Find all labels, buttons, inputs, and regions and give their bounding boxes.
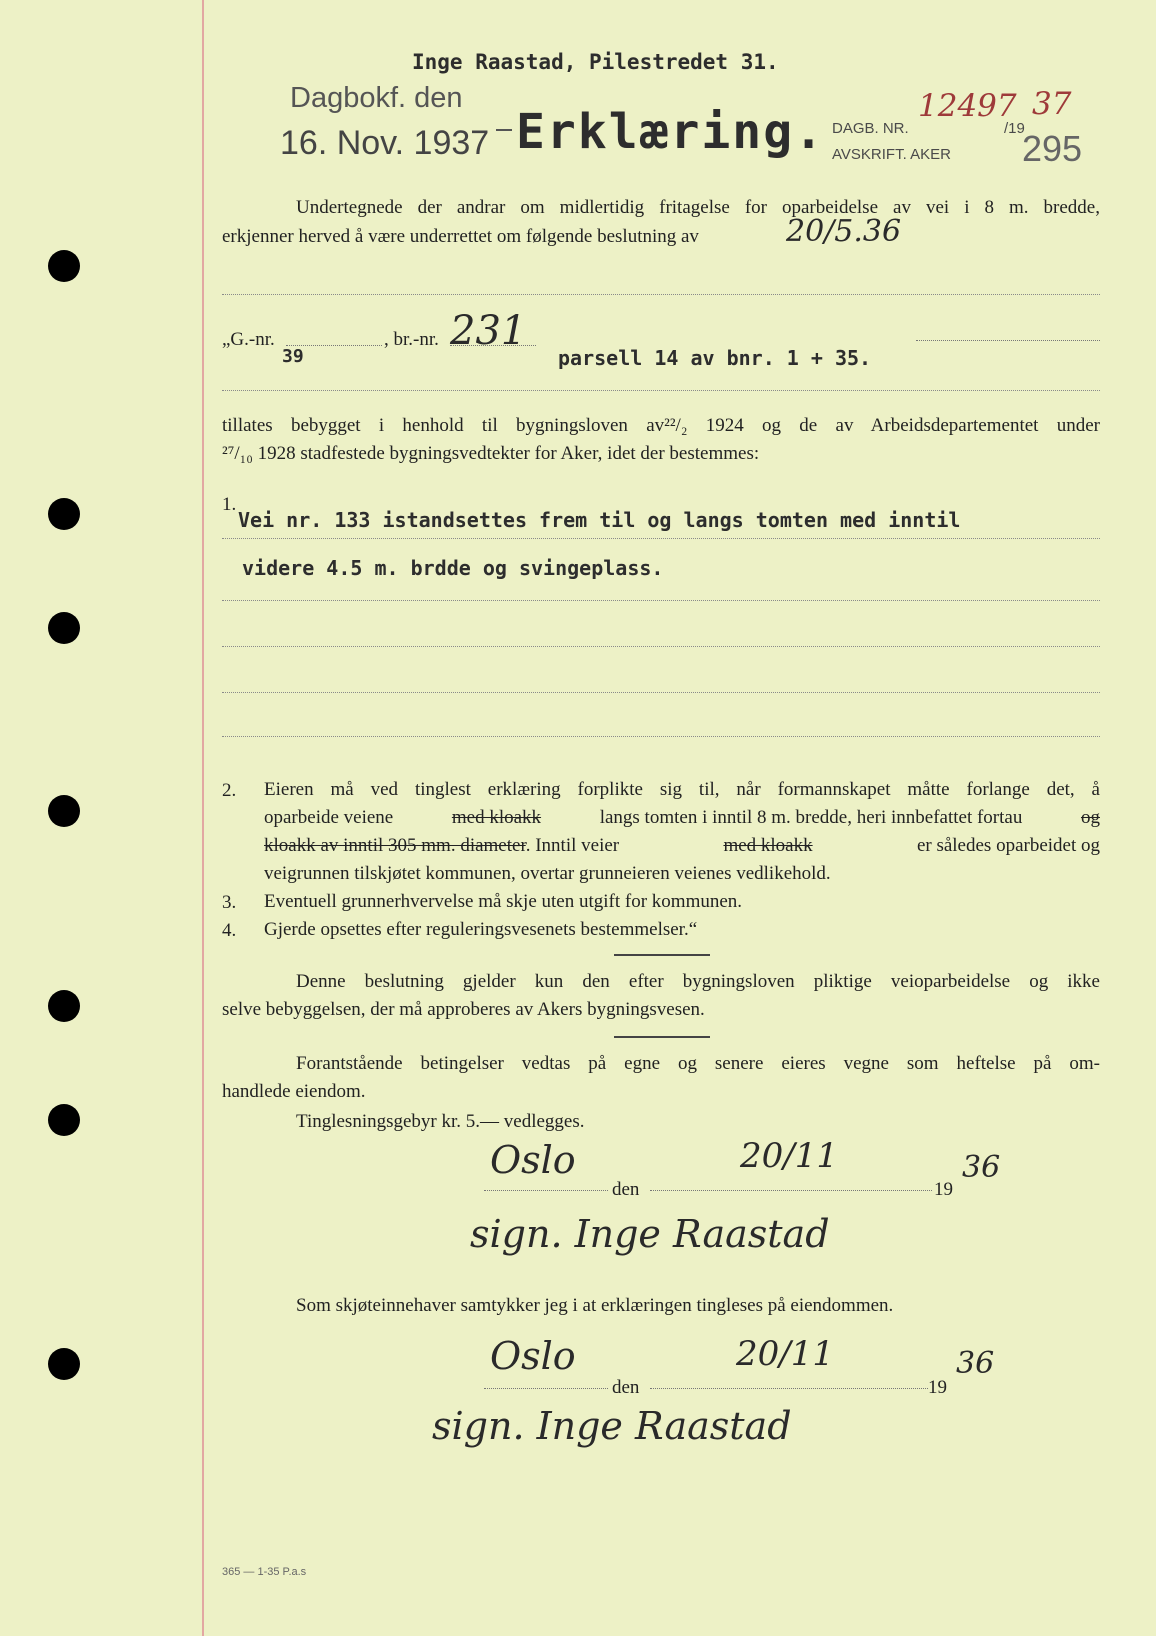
punch-hole [48, 612, 80, 644]
document-title: Erklæring. [516, 104, 825, 160]
condition-2-line-2 [264, 804, 1100, 832]
dagbok-date: 16. Nov. 1937 [280, 124, 490, 162]
struck-text: og [1080, 807, 1100, 828]
dagb-nr-value: 12497 [918, 88, 1017, 124]
condition-line [222, 538, 1100, 539]
condition-1-number: 1. [222, 494, 237, 515]
signature-2-year: 36 [956, 1346, 995, 1381]
signature-1-name: sign. Inge Raastad [470, 1212, 830, 1256]
condition-line [222, 692, 1100, 693]
obligation-line-2: handlede eiendom. [222, 1081, 366, 1102]
dagb-year-value: 37 [1032, 86, 1072, 122]
decision-date: 20/5.36 [786, 214, 902, 249]
condition-line [222, 736, 1100, 737]
signature-2-place: Oslo [490, 1334, 576, 1378]
condition-2-line-3 [264, 832, 1100, 860]
condition-4-text: Gjerde opsettes efter reguleringsvesenets bestemmelser.“ [264, 919, 698, 940]
punch-hole [48, 250, 80, 282]
scope-line-2: selve bebyggelsen, der må approberes av Akers bygningsvesen. [222, 999, 705, 1020]
blank-line [222, 390, 1100, 391]
fee-line: Tinglesningsgebyr kr. 5.— vedlegges. [296, 1111, 585, 1132]
signature-1-den: den [612, 1179, 640, 1200]
condition-2-line-1: Eieren må ved tinglest erklæring forplikte sig til, når formannskapet måtte forlange det, å [264, 779, 1100, 800]
signature-1-date: 20/11 [740, 1136, 838, 1176]
dagb-nr-label: DAGB. NR. [832, 120, 909, 137]
section-rule [614, 954, 710, 956]
approval-line-1: tillates bebygget i henhold til bygningsloven av²²/₂ 1924 og de av Arbeidsdepartementet under [222, 415, 1100, 436]
date-dots [650, 1190, 932, 1191]
obligation-line-1: Forantstående betingelser vedtas på egne og senere eieres vegne som heftelse på om- [296, 1053, 1100, 1074]
gnr-label: „G.-nr. [222, 329, 275, 350]
punch-hole [48, 795, 80, 827]
margin-rule [202, 0, 204, 1636]
condition-2-text: langs tomten i inntil 8 m. bredde, heri innbefattet fortau [599, 807, 1023, 828]
condition-2-text: . Inntil veier [525, 835, 620, 856]
struck-text: kloakk av inntil 305 mm. diameter [264, 835, 526, 856]
signature-1-year-prefix: 19 [934, 1179, 953, 1200]
intro-line-2: erkjenner herved å være underrettet om følgende beslutning av [222, 226, 699, 247]
signature-2-year-prefix: 19 [928, 1377, 947, 1398]
section-rule [614, 1036, 710, 1038]
brnr-label: , br.-nr. [384, 329, 439, 350]
condition-2-text: er således oparbeidet og [916, 835, 1100, 856]
condition-1-line-2: videre 4.5 m. brdde og svingeplass. [242, 556, 664, 580]
consent-line: Som skjøteinnehaver samtykker jeg i at erklæringen tingleses på eiendommen. [296, 1295, 894, 1316]
date-underline [496, 129, 512, 131]
place-dots [484, 1388, 608, 1389]
gnr-value: 39 [282, 346, 304, 367]
condition-2-line-4: veigrunnen tilskjøtet kommunen, overtar grunneieren veienes vedlikehold. [264, 863, 831, 884]
condition-3-text: Eventuell grunnerhvervelse må skje uten utgift for kommunen. [264, 891, 743, 912]
condition-2-number: 2. [222, 780, 237, 801]
place-dots [484, 1190, 608, 1191]
struck-text: med kloakk [723, 835, 813, 856]
punch-hole [48, 1104, 80, 1136]
punch-hole [48, 1348, 80, 1380]
parsell-dots [916, 340, 1100, 341]
dagb-year-prefix: /19 [1004, 120, 1025, 137]
signature-2-name: sign. Inge Raastad [432, 1404, 792, 1448]
parsell-text: parsell 14 av bnr. 1 + 35. [558, 346, 872, 370]
condition-line [222, 646, 1100, 647]
condition-4-number: 4. [222, 920, 237, 941]
signature-1-place: Oslo [490, 1138, 576, 1182]
print-code: 365 — 1-35 P.a.s [222, 1566, 307, 1578]
condition-line [222, 600, 1100, 601]
punch-hole [48, 498, 80, 530]
blank-line [222, 294, 1100, 295]
struck-text: med kloakk [451, 807, 542, 828]
date-dots [650, 1388, 928, 1389]
owner-line: Inge Raastad, Pilestredet 31. [412, 50, 779, 74]
intro-line-1: Undertegnede der andrar om midlertidig fritagelse for oparbeidelse av vei i 8 m. bredde, [296, 197, 1100, 218]
condition-1-line-1: Vei nr. 133 istandsettes frem til og langs tomten med inntil [238, 508, 961, 532]
page-number: 295 [1022, 128, 1083, 169]
signature-1-year: 36 [962, 1150, 1001, 1185]
signature-2-den: den [612, 1377, 640, 1398]
scope-line-1: Denne beslutning gjelder kun den efter bygningsloven pliktige veioparbeidelse og ikke [296, 971, 1100, 992]
avskrift-label: AVSKRIFT. AKER [832, 146, 951, 163]
condition-2-text: oparbeide veiene [264, 807, 394, 828]
signature-2-date: 20/11 [736, 1334, 834, 1374]
brnr-value: 231 [450, 308, 527, 354]
condition-3-number: 3. [222, 892, 237, 913]
approval-line-2: ²⁷/₁₀ 1928 stadfestede bygningsvedtekter for Aker, idet der bestemmes: [222, 443, 760, 464]
dagbok-label: Dagbokf. den [290, 82, 463, 114]
punch-hole [48, 990, 80, 1022]
